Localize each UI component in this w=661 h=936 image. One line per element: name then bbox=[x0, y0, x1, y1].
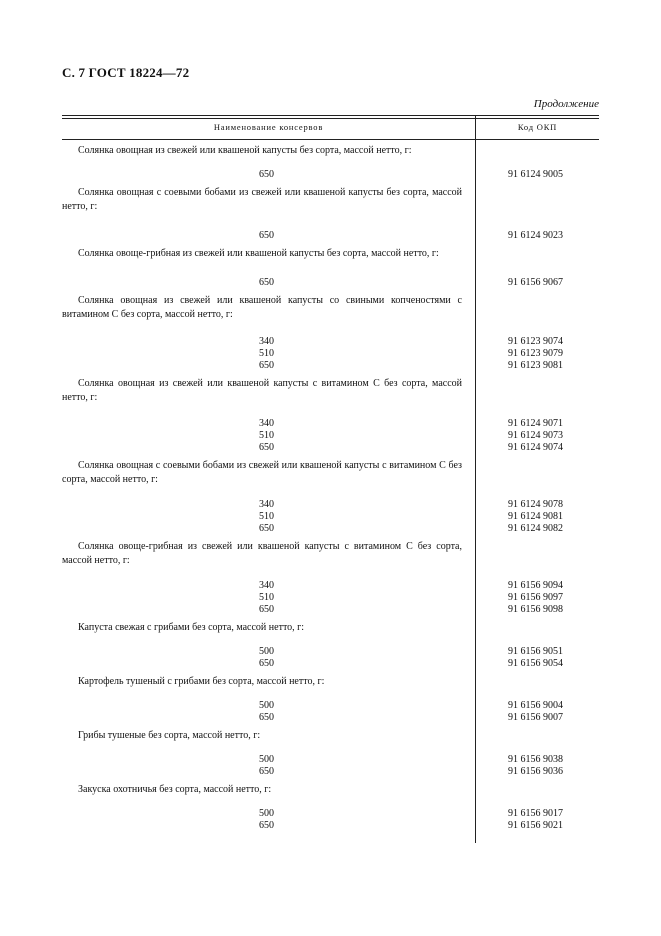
product-group bbox=[62, 616, 599, 670]
table-row bbox=[62, 499, 599, 511]
net-mass: 510 bbox=[259, 511, 274, 522]
product-lines bbox=[62, 230, 599, 242]
continuation-label: Продолжение bbox=[533, 98, 599, 110]
product-group bbox=[62, 372, 599, 454]
net-mass: 650 bbox=[259, 360, 274, 371]
net-mass: 650 bbox=[259, 277, 274, 288]
product-description: Солянка овощная из свежей или квашеной капусты со свиными копченостями с витамином С без сорта, массой нетто, г: bbox=[62, 295, 462, 320]
net-mass: 650 bbox=[259, 820, 274, 831]
product-description: Закуска охотничья без сорта, массой нетто, г: bbox=[78, 784, 272, 795]
column-header-name: Наименование консервов bbox=[213, 122, 324, 132]
okp-code: 91 6156 9051 bbox=[508, 646, 563, 657]
products-table bbox=[62, 115, 599, 843]
product-group bbox=[62, 139, 599, 181]
table-row bbox=[62, 592, 599, 604]
table-row bbox=[62, 418, 599, 430]
net-mass: 650 bbox=[259, 523, 274, 534]
net-mass: 500 bbox=[259, 808, 274, 819]
product-description: Капуста свежая с грибами без сорта, массой нетто, г: bbox=[78, 622, 305, 633]
table-row bbox=[62, 658, 599, 670]
net-mass: 340 bbox=[259, 499, 274, 510]
product-group bbox=[62, 454, 599, 535]
net-mass: 510 bbox=[259, 348, 274, 359]
okp-code: 91 6156 9067 bbox=[508, 277, 563, 288]
table-row bbox=[62, 348, 599, 360]
net-mass: 340 bbox=[259, 580, 274, 591]
net-mass: 340 bbox=[259, 336, 274, 347]
product-description: Солянка овоще-грибная из свежей или квашеной капусты с витамином С без сорта, массой нетто, г: bbox=[62, 541, 462, 566]
product-group bbox=[62, 289, 599, 372]
table-row bbox=[62, 712, 599, 724]
product-description: Картофель тушеный с грибами без сорта, массой нетто, г: bbox=[78, 676, 325, 687]
table-row bbox=[62, 700, 599, 712]
product-lines bbox=[62, 169, 599, 181]
net-mass: 650 bbox=[259, 230, 274, 241]
product-lines bbox=[62, 499, 599, 535]
page-header-title: С. 7 ГОСТ 18224—72 bbox=[62, 65, 190, 80]
product-group bbox=[62, 242, 599, 289]
product-lines bbox=[62, 277, 599, 289]
product-group bbox=[62, 724, 599, 778]
table-row bbox=[62, 230, 599, 242]
table-body bbox=[62, 139, 599, 832]
okp-code: 91 6156 9004 bbox=[508, 700, 563, 711]
net-mass: 500 bbox=[259, 700, 274, 711]
table-row bbox=[62, 169, 599, 181]
product-description: Солянка овощная с соевыми бобами из свежей или квашеной капусты с витамином С без сорта, массой нетто, г: bbox=[62, 460, 462, 485]
product-description: Грибы тушеные без сорта, массой нетто, г: bbox=[78, 730, 261, 741]
net-mass: 500 bbox=[259, 646, 274, 657]
table-row bbox=[62, 360, 599, 372]
okp-code: 91 6123 9081 bbox=[508, 360, 563, 371]
okp-code: 91 6124 9023 bbox=[508, 230, 563, 241]
okp-code: 91 6156 9038 bbox=[508, 754, 563, 765]
okp-code: 91 6156 9097 bbox=[508, 592, 563, 603]
net-mass: 650 bbox=[259, 766, 274, 777]
okp-code: 91 6124 9081 bbox=[508, 511, 563, 522]
table-row bbox=[62, 808, 599, 820]
okp-code: 91 6123 9079 bbox=[508, 348, 563, 359]
table-top-rule bbox=[62, 115, 599, 116]
product-lines bbox=[62, 754, 599, 778]
product-group bbox=[62, 181, 599, 242]
product-description: Солянка овощная из свежей или квашеной капусты без сорта, массой нетто, г: bbox=[78, 145, 412, 156]
net-mass: 650 bbox=[259, 712, 274, 723]
okp-code: 91 6124 9082 bbox=[508, 523, 563, 534]
net-mass: 500 bbox=[259, 754, 274, 765]
okp-code: 91 6156 9007 bbox=[508, 712, 563, 723]
product-description: Солянка овоще-грибная из свежей или квашеной капусты без сорта, массой нетто, г: bbox=[78, 248, 439, 259]
product-group bbox=[62, 670, 599, 724]
table-row bbox=[62, 580, 599, 592]
net-mass: 340 bbox=[259, 418, 274, 429]
product-group bbox=[62, 778, 599, 832]
product-lines bbox=[62, 808, 599, 832]
net-mass: 650 bbox=[259, 604, 274, 615]
net-mass: 510 bbox=[259, 430, 274, 441]
table-row bbox=[62, 604, 599, 616]
okp-code: 91 6124 9071 bbox=[508, 418, 563, 429]
okp-code: 91 6156 9021 bbox=[508, 820, 563, 831]
okp-code: 91 6156 9054 bbox=[508, 658, 563, 669]
okp-code: 91 6124 9078 bbox=[508, 499, 563, 510]
product-group bbox=[62, 535, 599, 616]
table-row bbox=[62, 277, 599, 289]
product-description: Солянка овощная с соевыми бобами из свежей или квашеной капусты без сорта, массой нетто, г: bbox=[62, 187, 462, 212]
product-lines bbox=[62, 646, 599, 670]
okp-code: 91 6124 9005 bbox=[508, 169, 563, 180]
net-mass: 510 bbox=[259, 592, 274, 603]
table-row bbox=[62, 523, 599, 535]
table-top-rule-double bbox=[62, 118, 599, 119]
table-row bbox=[62, 511, 599, 523]
net-mass: 650 bbox=[259, 169, 274, 180]
okp-code: 91 6124 9074 bbox=[508, 442, 563, 453]
okp-code: 91 6156 9098 bbox=[508, 604, 563, 615]
table-row bbox=[62, 766, 599, 778]
product-lines bbox=[62, 700, 599, 724]
okp-code: 91 6156 9094 bbox=[508, 580, 563, 591]
table-row bbox=[62, 336, 599, 348]
column-header-code: Код ОКП bbox=[517, 122, 558, 132]
product-description: Солянка овощная из свежей или квашеной капусты с витамином С без сорта, массой нетто, г: bbox=[62, 378, 462, 403]
table-row bbox=[62, 820, 599, 832]
okp-code: 91 6124 9073 bbox=[508, 430, 563, 441]
table-row bbox=[62, 442, 599, 454]
okp-code: 91 6156 9036 bbox=[508, 766, 563, 777]
product-lines bbox=[62, 418, 599, 454]
net-mass: 650 bbox=[259, 442, 274, 453]
table-row bbox=[62, 646, 599, 658]
net-mass: 650 bbox=[259, 658, 274, 669]
okp-code: 91 6123 9074 bbox=[508, 336, 563, 347]
product-lines bbox=[62, 336, 599, 372]
okp-code: 91 6156 9017 bbox=[508, 808, 563, 819]
table-row bbox=[62, 430, 599, 442]
table-row bbox=[62, 754, 599, 766]
product-lines bbox=[62, 580, 599, 616]
